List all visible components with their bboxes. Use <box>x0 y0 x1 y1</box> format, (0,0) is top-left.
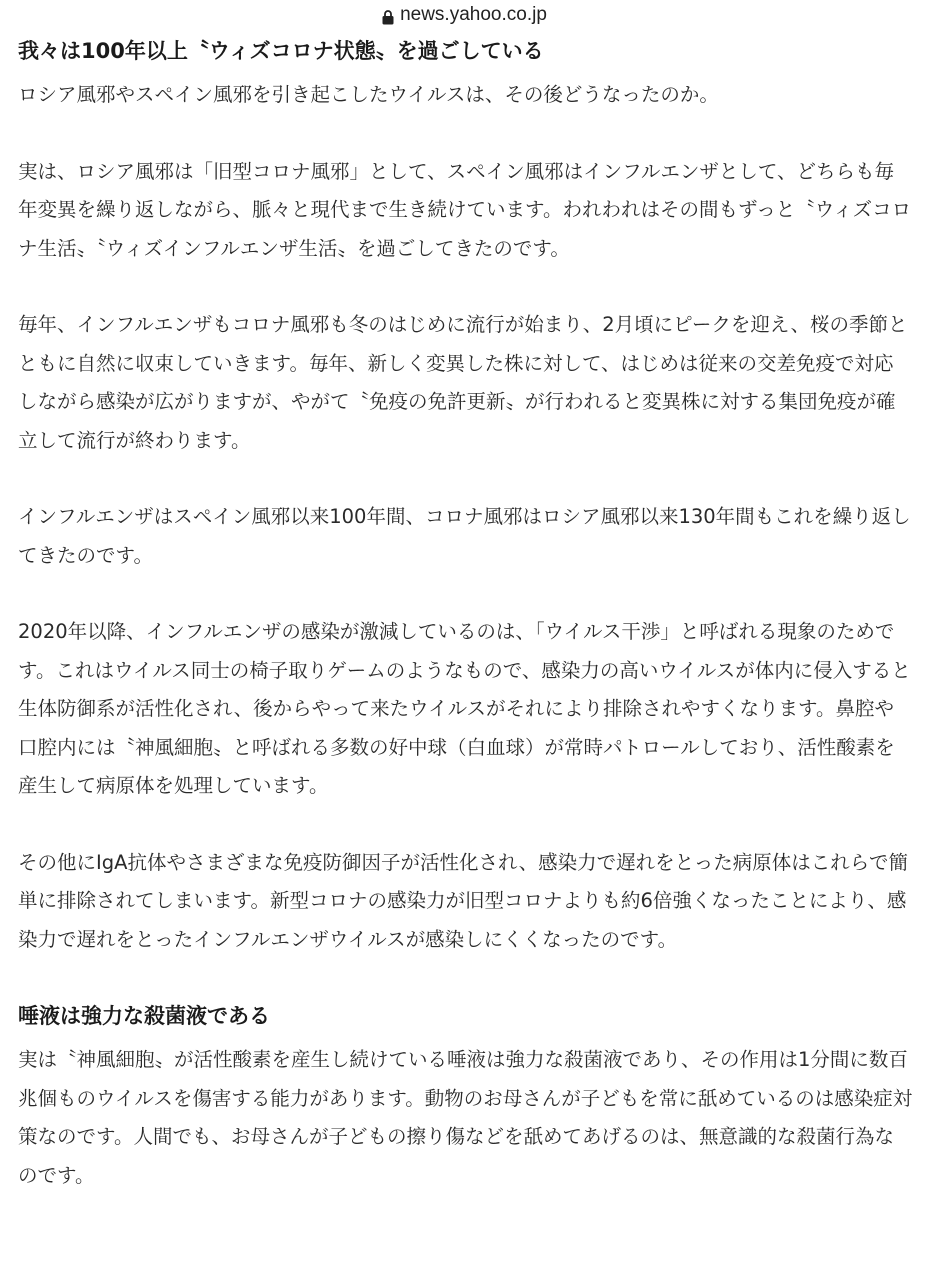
section-heading: 我々は100年以上〝ウィズコロナ状態〟を過ごしている <box>18 39 544 63</box>
paragraph: 毎年、インフルエンザもコロナ風邪も冬のはじめに流行が始まり、2月頃にピークを迎え、桜の季節とともに自然に収束していきます。毎年、新しく変異した株に対して、はじめは従来の交差免疫で対応しながら感染が広がりますが、やがて〝免疫の免許更新〟が行われると変異株に対する集団免疫が確立して流行が終わります。 <box>18 313 908 452</box>
url-domain[interactable]: news.yahoo.co.jp <box>400 4 547 25</box>
paragraph: 実は、ロシア風邪は「旧型コロナ風邪」として、スペイン風邪はインフルエンザとして、どちらも毎年変異を繰り返しながら、脈々と現代まで生き続けています。われわれはその間もずっと〝ウィズコロナ生活〟〝ウィズインフルエンザ生活〟を過ごしてきたのです。 <box>18 159 912 260</box>
lock-icon <box>382 9 394 24</box>
paragraph: その他にIgA抗体やさまざまな免疫防御因子が活性化され、感染力で遅れをとった病原体はこれらで簡単に排除されてしまいます。新型コロナの感染力が旧型コロナよりも約6倍強くなったことにより、感染力で遅れをとったインフルエンザウイルスが感染しにくくなったのです。 <box>18 850 909 951</box>
article-body <box>18 34 913 1195</box>
section-heading: 唾液は強力な殺菌液である <box>18 1004 270 1028</box>
paragraph: ロシア風邪やスペイン風邪を引き起こしたウイルスは、その後どうなったのか。 <box>18 83 719 106</box>
paragraph: 実は〝神風細胞〟が活性酸素を産生し続けている唾液は強力な殺菌液であり、その作用は1分間に数百兆個ものウイルスを傷害する能力があります。動物のお母さんが子どもを常に舐めているのは感染症対策なのです。人間でも、お母さんが子どもの擦り傷などを舐めてあげるのは、無意識的な殺菌行為なのです。 <box>18 1048 913 1187</box>
paragraph: 2020年以降、インフルエンザの感染が激減しているのは、「ウイルス干渉」と呼ばれる現象のためです。これはウイルス同士の椅子取りゲームのようなもので、感染力の高いウイルスが体内に侵入すると生体防御系が活性化され、後からやって来たウイルスがそれにより排除されやすくなります。鼻腔や口腔内には〝神風細胞〟と呼ばれる多数の好中球（白血球）が常時パトロールしており、活性酸素を産生して病原体を処理しています。 <box>18 620 911 797</box>
address-bar[interactable] <box>0 0 929 30</box>
paragraph: インフルエンザはスペイン風邪以来100年間、コロナ風邪はロシア風邪以来130年間もこれを繰り返してきたのです。 <box>18 505 911 567</box>
